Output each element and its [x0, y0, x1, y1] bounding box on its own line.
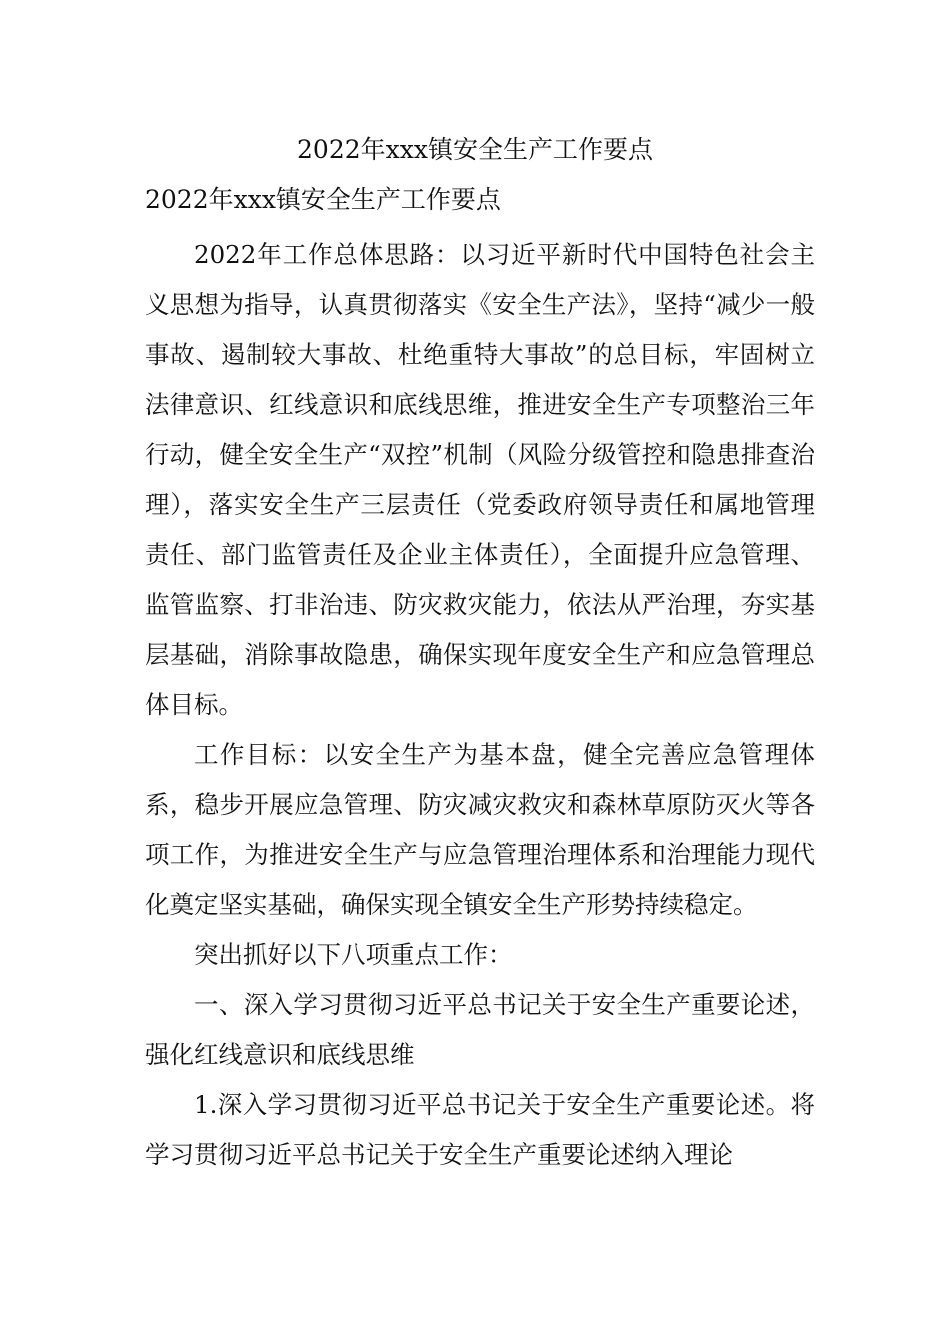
- document-body: [145, 230, 815, 1180]
- section-heading-1: 一、深入学习贯彻习近平总书记关于安全生产重要论述，强化红线意识和底线思维: [145, 990, 815, 1069]
- document-subtitle: 2022年xxx镇安全生产工作要点: [145, 185, 501, 214]
- paragraph-overall-approach: 2022年工作总体思路：以习近平新时代中国特色社会主义思想为指导，认真贯彻落实《安全生产法》，坚持“减少一般事故、遏制较大事故、杜绝重特大事故”的总目标，牢固树立法律意识、红线意识和底线思维，推进安全生产专项整治三年行动，健全安全生产“双控”机制（风险分级管控和隐患排查治理），落实安全生产三层责任（党委政府领导责任和属地管理责任、部门监管责任及企业主体责任），全面提升应急管理、监管监察、打非治违、防灾救灾能力，依法从严治理，夯实基层基础，消除事故隐患，确保实现年度安全生产和应急管理总体目标。: [145, 240, 815, 719]
- document-title: 2022年xxx镇安全生产工作要点: [297, 135, 653, 164]
- paragraph-key-tasks-intro: 突出抓好以下八项重点工作：: [194, 940, 513, 969]
- paragraph-item-1: 1.深入学习贯彻习近平总书记关于安全生产重要论述。将学习贯彻习近平总书记关于安全生产重要论述纳入理论: [145, 1090, 815, 1169]
- paragraph-work-goals: 工作目标：以安全生产为基本盘，健全完善应急管理体系，稳步开展应急管理、防灾减灾救灾和森林草原防灭火等各项工作，为推进安全生产与应急管理治理体系和治理能力现代化奠定坚实基础，确保实现全镇安全生产形势持续稳定。: [145, 740, 815, 919]
